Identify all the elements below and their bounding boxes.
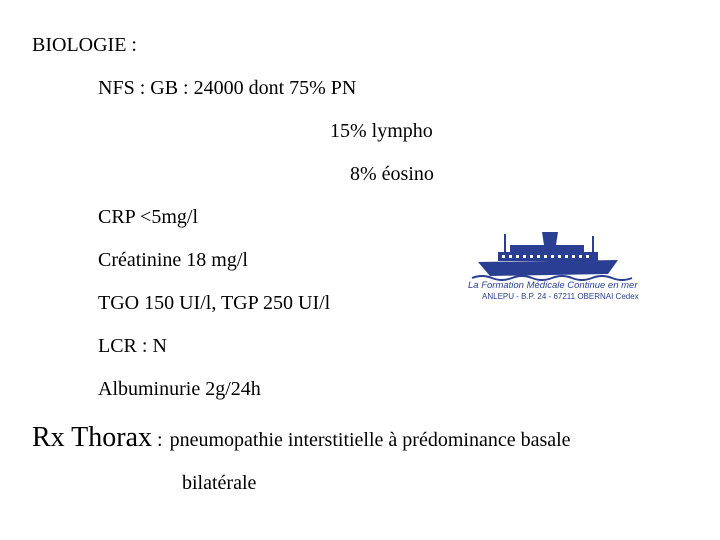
albuminurie-line: Albuminurie 2g/24h xyxy=(98,378,261,400)
rx-thorax-separator: : xyxy=(152,429,163,451)
rx-thorax-line xyxy=(32,422,571,456)
rx-thorax-continuation: bilatérale xyxy=(182,472,257,494)
logo-line1: La Formation Médicale Continue en mer xyxy=(468,280,638,291)
logo-line2: ANLEPU - B.P. 24 - 67211 OBERNAI Cedex xyxy=(482,292,639,301)
ship-icon xyxy=(468,226,640,282)
ship-logo xyxy=(468,226,640,306)
lympho-line: 15% lympho xyxy=(330,120,433,142)
nfs-line: NFS : GB : 24000 dont 75% PN xyxy=(98,77,357,99)
transaminases-line: TGO 150 UI/l, TGP 250 UI/l xyxy=(98,292,331,314)
creatinine-line: Créatinine 18 mg/l xyxy=(98,249,248,271)
eosino-line: 8% éosino xyxy=(350,163,434,185)
rx-thorax-text: pneumopathie interstitielle à prédominance basale xyxy=(169,429,571,451)
rx-thorax-label: Rx Thorax xyxy=(32,422,153,453)
lcr-line: LCR : N xyxy=(98,335,167,357)
section-heading: BIOLOGIE : xyxy=(32,34,137,56)
crp-line: CRP <5mg/l xyxy=(98,206,199,228)
